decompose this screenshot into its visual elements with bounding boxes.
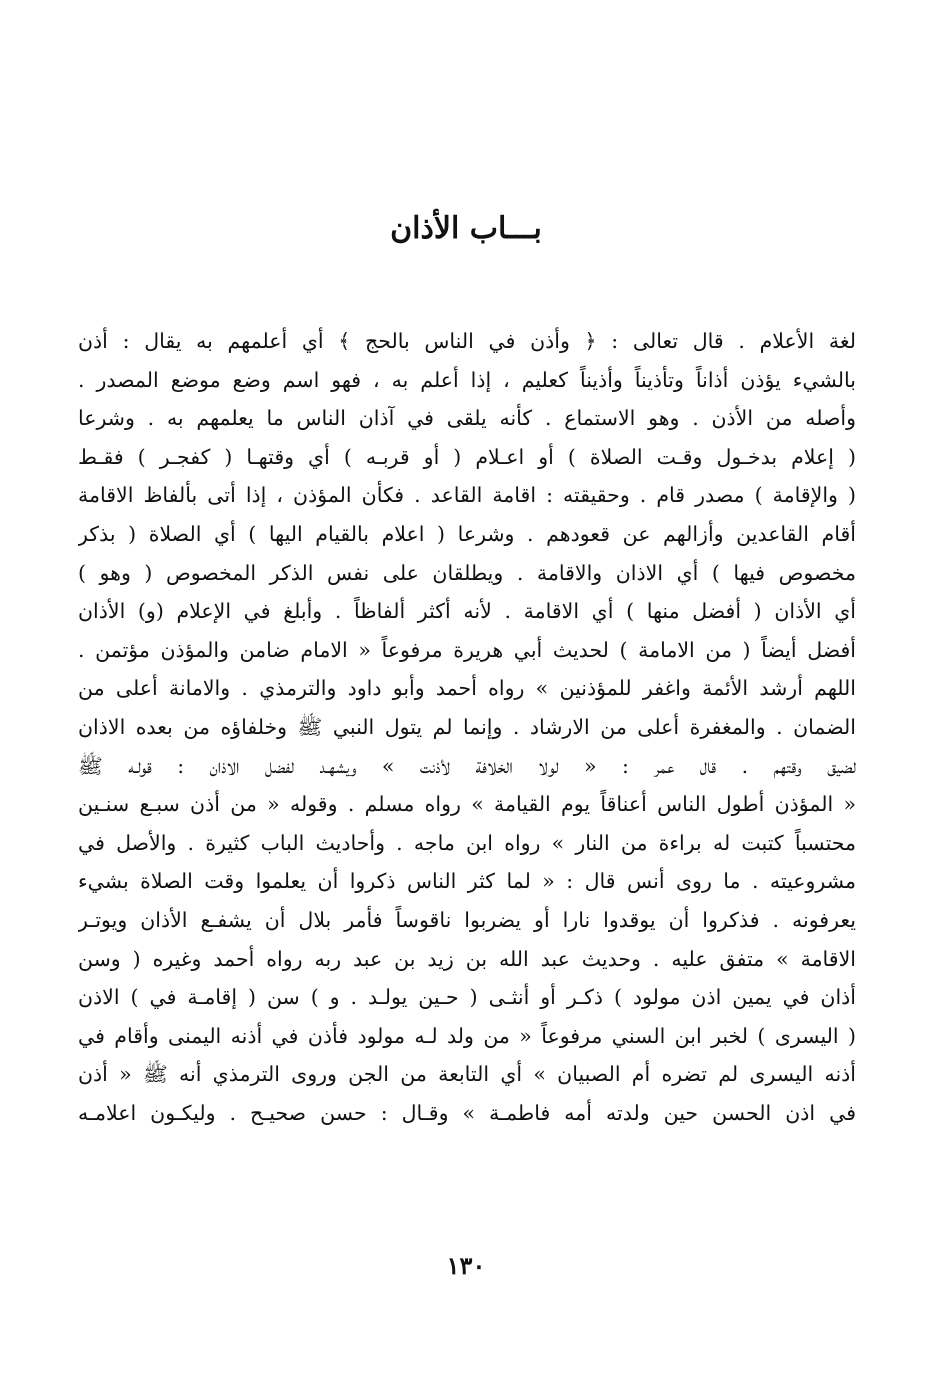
text-line: لغة الأعلام . قال تعالى : ﴿ وأذن في الناس بالحج ﴾ أي أعلمهم به يقال : أذن xyxy=(78,329,856,353)
text-line: أي الأذان ( أفضل منها ) أي الاقامة . لأنه أكثر ألفاظاً . وأبلغ في الإعلام (و) الأذان xyxy=(78,599,856,624)
text-line: محتسباً كتبت له براءة من النار » رواه ابن ماجه . وأحاديث الباب كثيرة . والأصل في xyxy=(78,830,856,855)
text-line: ( اليسرى ) لخبر ابن السني مرفوعاً « من ولد لـه مولود فأذن في أذنه اليمنى وأقام في xyxy=(78,1023,856,1048)
text-line: ( والإقامة ) مصدر قام . وحقيقته : اقامة القاعد . فكأن المؤذن ، إذا أتى بألفاظ الاقامة xyxy=(78,483,856,508)
text-line: أذنه اليسرى لم تضره أم الصبيان » أي التابعة من الجن وروى الترمذي أنه ﷺ « أذن xyxy=(78,1062,856,1087)
body-text xyxy=(78,322,856,1132)
chapter-title: بـــاب الأذان xyxy=(390,211,542,246)
text-line: مشروعيته . ما روى أنس قال : « لما كثر الناس ذكروا أن يعلموا وقت الصلاة بشيء xyxy=(78,869,856,894)
text-line: « المؤذن أطول الناس أعناقاً يوم القيامة » رواه مسلم . وقوله « من أذن سبـع سنـين xyxy=(78,792,856,817)
text-line: الاقامة » متفق عليه . وحديث عبد الله بن زيد بن عبد ربه رواه أحمد وغيره ( وسن xyxy=(78,946,856,971)
text-line: أفضل أيضاً ( من الامامة ) لحديث أبي هريرة مرفوعاً « الامام ضامن والمؤذن مؤتمن . xyxy=(78,637,856,662)
text-line: لضيق وقتهم . قال عمر : « لولا الخلافة لأذنت » ويشهـد لفضل الاذان : قولـه ﷺ xyxy=(78,753,856,778)
text-line: اللهم أرشد الأئمة واغفر للمؤذنين » رواه أحمد وأبو داود والترمذي . والامانة أعلى من xyxy=(78,676,856,701)
text-line: الضمان . والمغفرة أعلى من الارشاد . وإنما لم يتول النبي ﷺ وخلفاؤه من بعده الاذان xyxy=(78,714,856,739)
text-line: ( إعلام بدخـول وقـت الصلاة ) أو اعـلام ( أو قربـه ) أي وقتهـا ( كفجـر ) فقـط xyxy=(78,444,856,469)
text-line: أذان في يمين اذن مولود ) ذكـر أو أنثـى ( حـين يولـد . و ) سن ( إقامـة في ) الاذن xyxy=(78,985,856,1010)
text-line: مخصوص فيها ) أي الاذان والاقامة . ويطلقان على نفس الذكر المخصوص ( وهو ) xyxy=(78,560,856,585)
text-line: في اذن الحسن حين ولدته أمه فاطمـة » وقـال : حسن صحيـح . وليكـون اعلامـه xyxy=(78,1100,856,1125)
text-line: يعرفونه . فذكروا أن يوقدوا نارا أو يضربوا ناقوساً فأمر بلال أن يشفـع الأذان ويوتـر xyxy=(78,907,856,932)
text-line: بالشيء يؤذن أذاناً وتأذيناً وأذيناً كعليم ، إذا أعلم به ، فهو اسم وضع موضع المصدر . xyxy=(78,367,856,392)
text-line: وأصله من الأذن . وهو الاستماع . كأنه يلقى في آذان الناس ما يعلمهم به . وشرعا xyxy=(78,406,856,431)
text-line: أقام القاعدين وأزالهم عن قعودهم . وشرعا ( اعلام بالقيام اليها ) أي الصلاة ( بذكر xyxy=(78,521,856,546)
page-number: ١٣٠ xyxy=(446,1251,486,1280)
